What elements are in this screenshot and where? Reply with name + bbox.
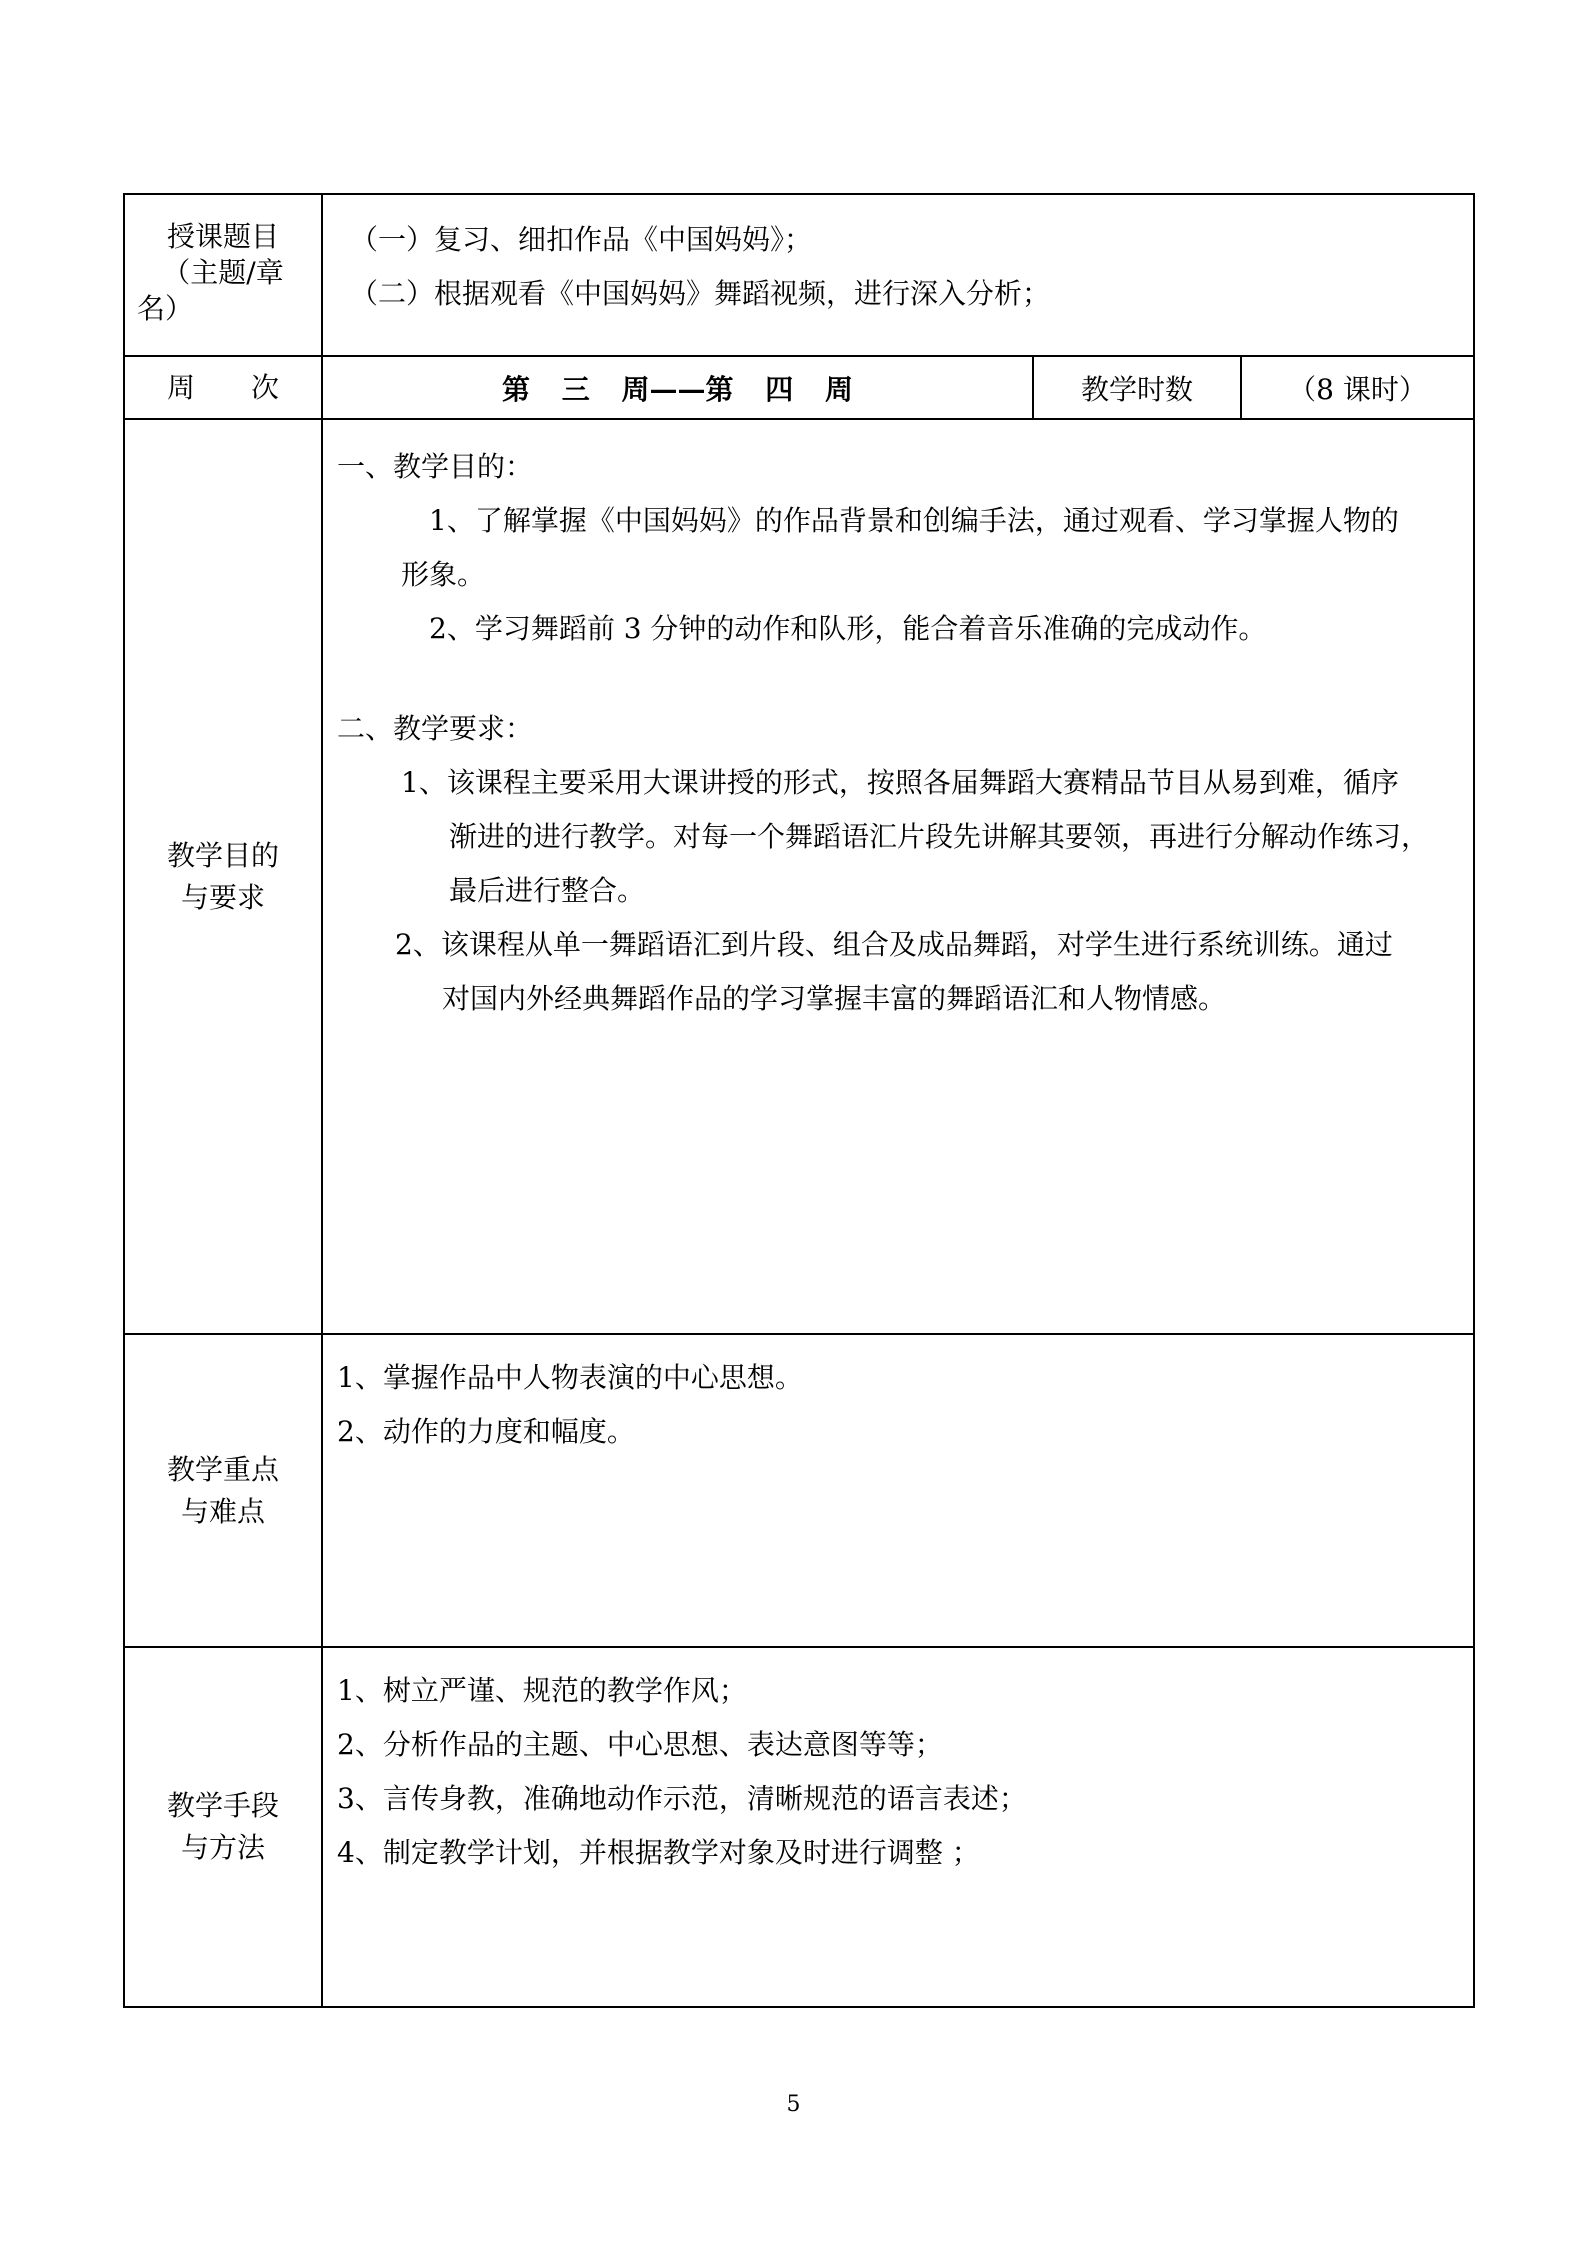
methods-content-cell <box>322 1647 1474 2007</box>
method-item: 2、分析作品的主题、中心思想、表达意图等等； <box>337 1728 943 1761</box>
week-label: 周 次 <box>124 356 322 419</box>
key-points-label-line1: 教学重点 <box>166 1452 279 1486</box>
methods-label-line1: 教学手段 <box>166 1789 279 1822</box>
methods-label-cell <box>124 1647 322 2007</box>
method-item: 3、言传身教，准确地动作示范，清晰规范的语言表述； <box>337 1782 1027 1815</box>
topic-item: （二）根据观看《中国妈妈》舞蹈视频，进行深入分析； <box>350 277 1051 310</box>
methods-label-line2: 与方法 <box>180 1831 265 1864</box>
methods-row <box>124 1647 1474 2007</box>
goals-section1-item1: 1、了解掌握《中国妈妈》的作品背景和创编手法，通过观看、学习掌握人物的 <box>429 504 1399 537</box>
goals-section2-item1-cont: 渐进的进行教学。对每一个舞蹈语汇片段先讲解其要领，再进行分解动作练习， <box>449 820 1430 853</box>
goals-label-cell <box>124 419 322 1334</box>
key-point-item: 1、掌握作品中人物表演的中心思想。 <box>337 1361 803 1394</box>
topic-label-line1: 授课题目 <box>166 220 279 253</box>
lesson-plan-table <box>123 193 1475 2008</box>
goals-label-line1: 教学目的 <box>166 838 279 872</box>
week-row <box>124 356 1474 419</box>
goals-section2-title: 二、教学要求： <box>337 712 534 745</box>
goals-section2-item2: 2、该课程从单一舞蹈语汇到片段、组合及成品舞蹈，对学生进行系统训练。通过 <box>395 928 1393 961</box>
goals-section2-item1: 1、该课程主要采用大课讲授的形式，按照各届舞蹈大赛精品节目从易到难，循序 <box>401 766 1399 799</box>
key-points-row <box>124 1334 1474 1647</box>
method-item: 4、制定教学计划，并根据教学对象及时进行调整 ； <box>337 1836 980 1869</box>
goals-content-cell <box>322 419 1474 1334</box>
page-number: 5 <box>786 2092 801 2117</box>
topic-label-cell <box>124 194 322 356</box>
key-points-label-line2: 与难点 <box>180 1494 265 1528</box>
goals-section2-item1-cont: 最后进行整合。 <box>449 874 646 907</box>
key-points-content-cell <box>322 1334 1474 1647</box>
topic-content-cell <box>322 194 1474 356</box>
teaching-hours-label: 教学时数 <box>1033 356 1241 419</box>
week-range: 第 三 周——第 四 周 <box>322 356 1033 419</box>
topic-row <box>124 194 1474 356</box>
teaching-hours-value: （8 课时） <box>1241 356 1474 419</box>
topic-label-line2: （主题/章 <box>162 256 284 289</box>
goals-section2-item2-cont: 对国内外经典舞蹈作品的学习掌握丰富的舞蹈语汇和人物情感。 <box>442 982 1227 1015</box>
goals-section1-item1-cont: 形象。 <box>401 558 486 591</box>
method-item: 1、树立严谨、规范的教学作风； <box>337 1674 747 1707</box>
topic-label-line3: 名） <box>137 292 194 325</box>
goals-section1-title: 一、教学目的： <box>337 450 534 483</box>
goals-row <box>124 419 1474 1334</box>
topic-item: （一）复习、细扣作品《中国妈妈》； <box>350 223 813 256</box>
goals-section1-item2: 2、学习舞蹈前 3 分钟的动作和队形，能合着音乐准确的完成动作。 <box>429 612 1267 645</box>
key-points-label-cell <box>124 1334 322 1647</box>
goals-label-line2: 与要求 <box>180 880 265 914</box>
key-point-item: 2、动作的力度和幅度。 <box>337 1415 635 1448</box>
